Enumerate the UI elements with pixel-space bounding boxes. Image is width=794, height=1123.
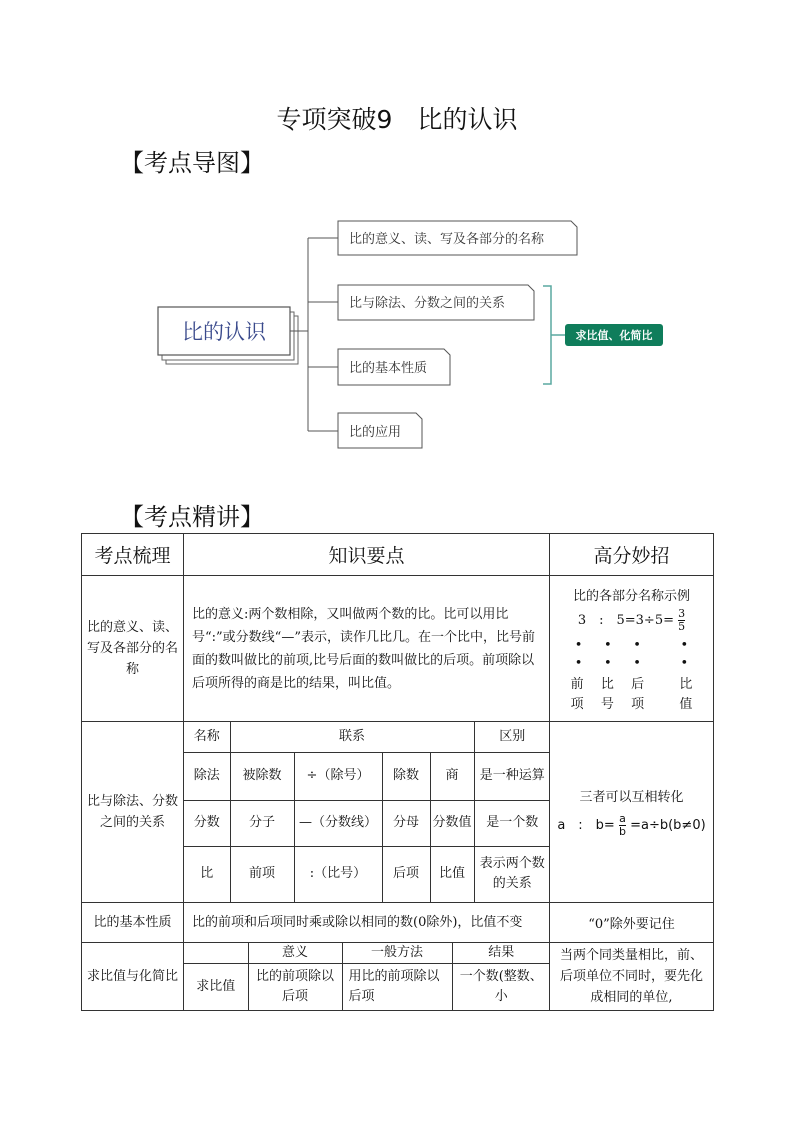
row1-tip-labels	[550, 675, 713, 715]
relation-cell: 除数	[382, 752, 430, 800]
row1-content: 比的意义:两个数相除，又叫做两个数的比。比可以用比号“:”或分数线“—”表示，读作几比几。在一个比中，比号前面的数叫做比的前项,比号后面的数叫做比的后项。前项除以后项所得的商是比的结果，叫比值。	[184, 576, 550, 722]
row3-tip: “0”除外要记住	[550, 903, 714, 943]
ratio-header-method: 一般方法	[342, 943, 452, 964]
row1-tip	[550, 576, 714, 722]
row2-formula-left: a : b=	[557, 818, 615, 833]
row2-frac-den: b	[618, 825, 626, 838]
branch-label-2: 比与除法、分数之间的关系	[349, 296, 506, 311]
knowledge-table	[81, 533, 714, 1011]
header-cell-tips: 高分妙招	[550, 534, 714, 576]
row1-frac-num: 3	[678, 606, 686, 620]
ratio-meaning: 比的前项除以后项	[248, 964, 342, 1010]
row1-category: 比的意义、读、写及各部分的名称	[82, 576, 184, 722]
relation-cell: ÷（除号）	[294, 752, 382, 800]
row2-formula-fraction	[619, 813, 626, 838]
tip-label-back: 后项	[631, 676, 645, 712]
row2-content	[184, 722, 550, 903]
ratio-value-table	[184, 943, 550, 1010]
row2-tip-line1: 三者可以互相转化	[579, 790, 684, 805]
relation-cell: 分母	[382, 800, 430, 846]
tip-label-colon: 比号	[600, 676, 614, 712]
row1-tip-title: 比的各部分名称示例	[572, 588, 690, 604]
relation-cell: 比值	[430, 846, 474, 902]
relation-cell: 分数	[184, 800, 230, 846]
ratio-header-result: 结果	[452, 943, 550, 964]
tag-label: 求比值、化简比	[575, 329, 653, 342]
relation-cell: 是一个数	[474, 800, 550, 846]
relation-cell: 除法	[184, 752, 230, 800]
row4-tip: 当两个同类量相比，前、后项单位不同时，要先化成相同的单位,	[550, 943, 714, 1011]
row1-frac-den: 5	[678, 619, 686, 633]
row2-formula-right: =a÷b(b≠0)	[630, 818, 706, 833]
row2-frac-num: a	[619, 812, 626, 825]
row1-tip-expr-left: 3 : 5=3÷5=	[577, 612, 674, 628]
row1-tip-expression	[550, 608, 713, 633]
row4-content	[184, 943, 550, 1011]
relation-cell: 分数值	[430, 800, 474, 846]
row3-content: 比的前项和后项同时乘或除以相同的数(0除外)，比值不变	[184, 903, 550, 943]
row3-category: 比的基本性质	[82, 903, 184, 943]
mind-map	[0, 0, 794, 470]
row2-category: 比与除法、分数之间的关系	[82, 722, 184, 903]
relation-cell: 比	[184, 846, 230, 902]
branch-label-4: 比的应用	[349, 425, 402, 440]
header-cell-knowledge: 知识要点	[184, 534, 550, 576]
ratio-header-blank	[184, 943, 248, 964]
relation-header-link: 联系	[230, 722, 474, 752]
relation-cell: 被除数	[230, 752, 294, 800]
relation-cell: :（比号）	[294, 846, 382, 902]
relation-header-diff: 区别	[474, 722, 550, 752]
ratio-method: 用比的前项除以后项	[342, 964, 452, 1010]
header-cell-category: 考点梳理	[82, 534, 184, 576]
row4-category: 求比值与化简比	[82, 943, 184, 1011]
ratio-label: 求比值	[184, 964, 248, 1010]
row1-tip-fraction	[678, 608, 685, 633]
ratio-header-meaning: 意义	[248, 943, 342, 964]
section-heading-mindmap: 【考点导图】	[120, 149, 264, 177]
tip-label-value: 比值	[679, 676, 693, 712]
relation-cell: —（分数线）	[294, 800, 382, 846]
tip-label-front: 前项	[570, 676, 584, 712]
row2-tip-formula	[550, 813, 713, 838]
relation-cell: 后项	[382, 846, 430, 902]
relation-cell: 表示两个数的关系	[474, 846, 550, 902]
relation-cell: 商	[430, 752, 474, 800]
section-heading-details: 【考点精讲】	[120, 503, 264, 531]
relation-cell: 分子	[230, 800, 294, 846]
page-title: 专项突破9 比的认识	[276, 105, 518, 134]
branch-label-1: 比的意义、读、写及各部分的名称	[349, 232, 545, 247]
relation-cell: 是一种运算	[474, 752, 550, 800]
bracket	[543, 286, 565, 384]
branch-label-3: 比的基本性质	[349, 361, 428, 376]
ratio-result: 一个数(整数、小	[452, 964, 550, 1010]
relation-header-name: 名称	[184, 722, 230, 752]
root-label: 比的认识	[182, 320, 266, 344]
relation-table	[184, 722, 550, 902]
relation-cell: 前项	[230, 846, 294, 902]
row1-tip-dots: • • • • • • • •	[574, 637, 689, 671]
row2-tip	[550, 722, 714, 903]
